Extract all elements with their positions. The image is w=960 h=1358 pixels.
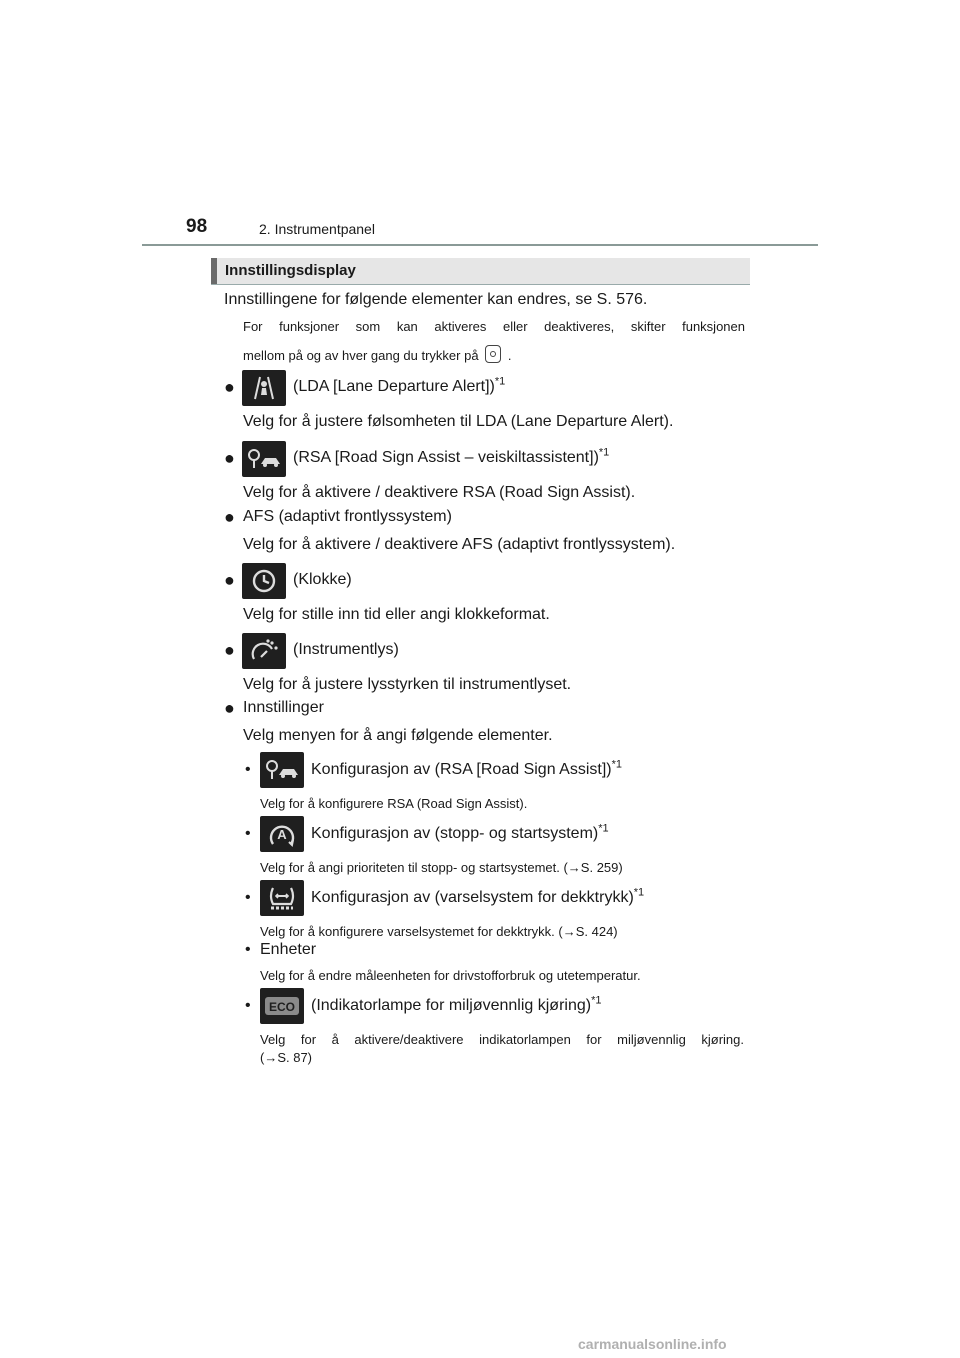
road-sign-assist-icon bbox=[260, 752, 304, 788]
select-button-icon bbox=[485, 345, 501, 363]
sub-bullet: • bbox=[245, 825, 251, 842]
item-description: Velg menyen for å angi følgende elementer. bbox=[243, 727, 553, 744]
item-description: Velg for å aktivere / deaktivere RSA (Road Sign Assist). bbox=[243, 484, 636, 501]
sub-bullet: • bbox=[245, 941, 251, 958]
sub-item-label: Konfigurasjon av (varselsystem for dekktrykk)$^{*1}$ bbox=[311, 886, 645, 906]
instrument-light-icon bbox=[242, 633, 286, 669]
eco-indicator-icon bbox=[260, 988, 304, 1024]
item-description: Velg for å justere følsomheten til LDA (Lane Departure Alert). bbox=[243, 413, 674, 430]
bullet: ● bbox=[224, 448, 235, 468]
item-label: (Instrumentlys) bbox=[293, 641, 399, 658]
clock-icon bbox=[242, 563, 286, 599]
item-description: Velg for å aktivere / deaktivere AFS (adaptivt frontlyssystem). bbox=[243, 536, 676, 553]
sub-item-label: Konfigurasjon av (RSA [Road Sign Assist])$^{*1}$ bbox=[311, 758, 622, 778]
section-header bbox=[211, 258, 750, 285]
intro-note-line1: For funksjoner som kan aktiveres eller deaktiveres, skifter funksjonen bbox=[243, 319, 745, 334]
sub-item-label: Konfigurasjon av (stopp- og startsystem)$^{*1}$ bbox=[311, 822, 609, 842]
sub-item-description: Velg for å konfigurere varselsystemet for dekktrykk. (→S. 424) bbox=[260, 924, 618, 939]
bullet: ● bbox=[224, 377, 235, 397]
chapter-title: 2. Instrumentpanel bbox=[259, 221, 375, 237]
section-marker bbox=[211, 258, 217, 284]
road-sign-assist-icon bbox=[242, 441, 286, 477]
sub-bullet: • bbox=[245, 889, 251, 906]
bullet: ● bbox=[224, 570, 235, 590]
sub-item-description: Velg for å endre måleenheten for drivstofforbruk og utetemperatur. bbox=[260, 968, 641, 983]
lane-departure-icon bbox=[242, 370, 286, 406]
sub-bullet: • bbox=[245, 997, 251, 1014]
bullet: ● bbox=[224, 640, 235, 660]
svg-text:A: A bbox=[277, 827, 287, 842]
item-label: (RSA [Road Sign Assist – veiskiltassistent])$^{*1}$ bbox=[293, 446, 610, 466]
item-label: (LDA [Lane Departure Alert])$^{*1}$ bbox=[293, 375, 506, 395]
sub-item-description: Velg for å konfigurere RSA (Road Sign Assist). bbox=[260, 796, 528, 811]
stop-start-icon bbox=[260, 816, 304, 852]
page-number: 98 bbox=[186, 216, 208, 237]
section-title: Innstillingsdisplay bbox=[225, 262, 356, 279]
watermark: carmanualsonline.info bbox=[578, 1336, 727, 1352]
sub-item-label: (Indikatorlampe for miljøvennlig kjøring)$^{*1}$ bbox=[311, 994, 602, 1014]
intro-text: Innstillingene for følgende elementer kan endres, se S. 576. bbox=[224, 291, 648, 308]
header-rule bbox=[142, 244, 818, 246]
item-description: Velg for å justere lysstyrken til instrumentlyset. bbox=[243, 676, 572, 693]
sub-item-description-ref: (→S. 87) bbox=[260, 1050, 313, 1065]
sub-item-description: Velg for å aktivere/deaktivere indikatorlampen for miljøvennlig kjøring. bbox=[260, 1032, 744, 1047]
svg-text:ECO: ECO bbox=[268, 1000, 296, 1014]
sub-bullet: • bbox=[245, 761, 251, 778]
intro-note-line2: mellom på og av hver gang du trykker på . bbox=[243, 345, 511, 363]
item-label: (Klokke) bbox=[293, 571, 352, 588]
item-label: AFS (adaptivt frontlyssystem) bbox=[243, 508, 452, 525]
sub-item-label: Enheter bbox=[260, 941, 317, 958]
item-label: Innstillinger bbox=[243, 699, 324, 716]
bullet: ● bbox=[224, 698, 235, 718]
bullet: ● bbox=[224, 507, 235, 527]
sub-item-description: Velg for å angi prioriteten til stopp- og startsystemet. (→S. 259) bbox=[260, 860, 623, 875]
tire-pressure-icon bbox=[260, 880, 304, 916]
item-description: Velg for stille inn tid eller angi klokkeformat. bbox=[243, 606, 550, 623]
